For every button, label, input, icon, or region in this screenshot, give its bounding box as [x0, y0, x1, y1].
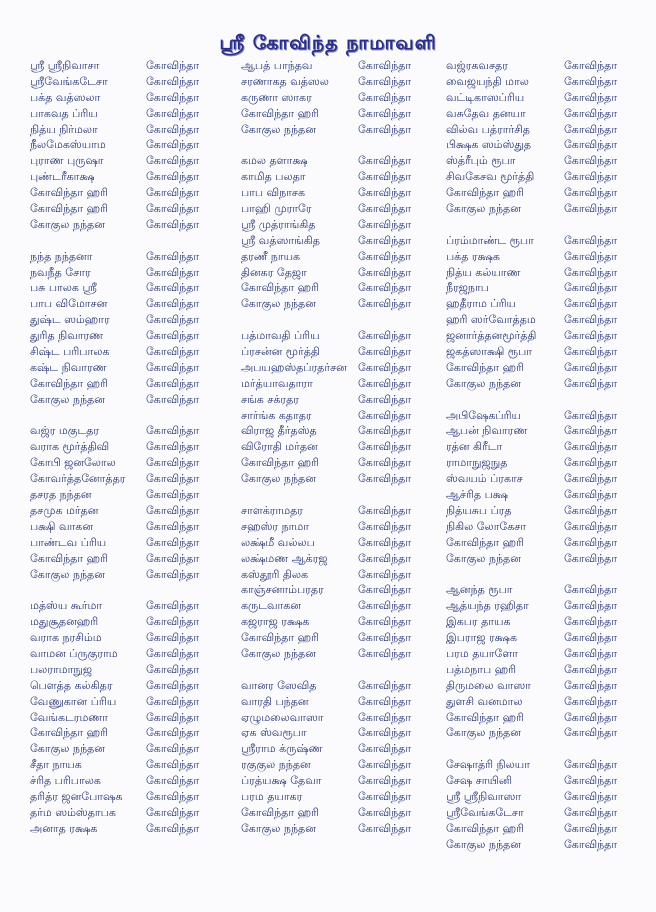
- divine-name: பாண்டவ ப்ரிய: [30, 535, 107, 549]
- divine-name: கோகுல நந்தன: [241, 122, 316, 136]
- chant-govinda: கோவிந்தா: [564, 472, 618, 486]
- divine-name: ஆபத் பாந்தவ: [241, 59, 313, 72]
- chant-govinda: கோவிந்தா: [564, 345, 618, 359]
- chant-govinda: கோவிந்தா: [146, 599, 200, 613]
- chant-govinda: கோவிந்தா: [146, 519, 200, 533]
- chant-govinda: கோவிந்தா: [358, 59, 412, 72]
- divine-name: ஸ்ரீ ஸ்ரீநிவாசா: [30, 59, 100, 72]
- divine-name: துளசி வனமால: [446, 694, 523, 708]
- divine-name: ஸ்ரீ வத்ஸாங்கித: [241, 233, 320, 247]
- divine-name: ரகுகுல நந்தன: [241, 758, 311, 772]
- divine-name: கோகுல நந்தன: [446, 837, 521, 851]
- chant-govinda: கோவிந்தா: [564, 360, 618, 374]
- divine-name: கோகுல நந்தன: [241, 297, 316, 311]
- chant-govinda: கோவிந்தா: [358, 297, 412, 311]
- divine-name: தர்ம ஸம்ஸ்தாபக: [30, 805, 116, 819]
- chant-govinda: கோவிந்தா: [146, 615, 200, 629]
- chant-govinda: கோவிந்தா: [564, 106, 618, 120]
- chant-govinda: கோவிந்தா: [146, 551, 200, 565]
- chant-govinda: கோவிந்தா: [358, 265, 412, 279]
- divine-name: பக்த வத்ஸலா: [30, 90, 101, 104]
- chant-govinda: கோவிந்தா: [564, 726, 618, 740]
- divine-name: கஜராஜ ரக்ஷக: [241, 615, 310, 629]
- chant-govinda: கோவிந்தா: [564, 186, 618, 200]
- chant-govinda: கோவிந்தா: [564, 202, 618, 216]
- divine-name: கோவிந்தா ஹரி: [241, 281, 319, 295]
- divine-name: பத்மாவதி ப்ரிய: [241, 329, 320, 343]
- chant-govinda: கோவிந்தா: [146, 789, 200, 803]
- chant-govinda: கோவிந்தா: [358, 154, 412, 168]
- chant-govinda: கோவிந்தா: [146, 805, 200, 819]
- chant-govinda: கோவிந்தா: [146, 122, 200, 136]
- chant-govinda: கோவிந்தா: [358, 74, 412, 88]
- chant-govinda: கோவிந்தா: [358, 821, 412, 835]
- chant-govinda: கோவிந்தா: [146, 726, 200, 740]
- divine-name: கோவிந்தா ஹரி: [446, 360, 524, 374]
- chant-govinda: கோவிந்தா: [146, 59, 200, 72]
- divine-name: ஸ்வயம் ப்ரகாச: [446, 472, 523, 486]
- divine-name: ஸ்ரீவேங்கடேசா: [30, 74, 108, 88]
- chant-govinda: கோவிந்தா: [358, 329, 412, 343]
- chant-govinda: கோவிந்தா: [564, 59, 618, 72]
- chant-govinda: கோவிந்தா: [358, 233, 412, 247]
- chant-govinda: கோவிந்தா: [564, 122, 618, 136]
- divine-name: கோகுல நந்தன: [446, 726, 521, 740]
- chant-govinda: கோவிந்தா: [564, 678, 618, 692]
- divine-name: ப்ரம்மாண்ட ரூபா: [446, 233, 534, 247]
- chant-govinda: கோவிந்தா: [564, 170, 618, 184]
- divine-name: வானர ஸேவித: [241, 678, 317, 692]
- divine-name: அபயஹஸ்தப்ரதர்சன: [241, 360, 347, 374]
- divine-name: நித்யசுப ப்ரத: [446, 503, 512, 517]
- divine-name: கோகுல நந்தன: [30, 742, 105, 756]
- divine-name: கஷ்ட நிவாரண: [30, 360, 107, 374]
- chant-govinda: கோவிந்தா: [564, 74, 618, 88]
- divine-name: வேணுகான ப்ரிய: [30, 694, 117, 708]
- chant-govinda: கோவிந்தா: [564, 821, 618, 835]
- divine-name: நந்த நந்தனா: [30, 249, 93, 263]
- chant-govinda: கோவிந்தா: [146, 440, 200, 454]
- chant-govinda: கோவிந்தா: [146, 774, 200, 788]
- chant-govinda: கோவிந்தா: [564, 551, 618, 565]
- chant-govinda: கோவிந்தா: [146, 503, 200, 517]
- divine-name: ரத்ன கிரீடா: [446, 440, 503, 454]
- chant-govinda: கோவிந்தா: [358, 360, 412, 374]
- chant-govinda: கோவிந்தா: [358, 599, 412, 613]
- divine-name: ஏக ஸ்வரூபா: [241, 726, 307, 740]
- divine-name: நிகில லோகேசா: [446, 519, 527, 533]
- divine-name: சங்க சக்ரதர: [241, 392, 299, 406]
- divine-name: ப்ரத்யக்ஷ தேவா: [241, 774, 322, 788]
- divine-name: கோவிந்தா ஹரி: [241, 456, 319, 470]
- divine-name: காஞ்சனாம்பரதர: [241, 583, 324, 597]
- divine-name: சீதா நாயக: [30, 758, 82, 772]
- chant-govinda: கோவிந்தா: [564, 233, 618, 247]
- chant-govinda: கோவிந்தா: [358, 726, 412, 740]
- divine-name: வராக நரசிம்ம: [30, 631, 102, 645]
- divine-name: இகபர தாயக: [446, 615, 511, 629]
- divine-name: கோவிந்தா ஹரி: [446, 186, 524, 200]
- chant-govinda: கோவிந்தா: [358, 535, 412, 549]
- divine-name: ஜகத்ஸாக்ஷி ரூபா: [446, 345, 533, 359]
- divine-name: பசு பாலக ஸ்ரீ: [30, 281, 97, 295]
- divine-name: வராக மூர்த்திவி: [30, 440, 110, 454]
- chant-govinda: கோவிந்தா: [146, 249, 200, 263]
- chant-govinda: கோவிந்தா: [146, 90, 200, 104]
- divine-name: பரம தயாகர: [241, 789, 303, 803]
- divine-name: ஸ்ரீ ஸ்ரீநிவாஸா: [446, 789, 522, 803]
- chant-govinda: கோவிந்தா: [564, 789, 618, 803]
- chant-govinda: கோவிந்தா: [564, 710, 618, 724]
- divine-name: ஹதீராம ப்ரிய: [446, 297, 516, 311]
- chant-govinda: கோவிந்தா: [146, 456, 200, 470]
- chant-govinda: கோவிந்தா: [358, 202, 412, 216]
- chant-govinda: கோவிந்தா: [358, 186, 412, 200]
- divine-name: ஸ்த்ரீபும் ரூபா: [446, 154, 516, 168]
- divine-name: கோவிந்தா ஹரி: [241, 106, 319, 120]
- divine-name: மத்ஸ்ய கூர்மா: [30, 599, 103, 613]
- divine-name: தரணீ நாயக: [241, 249, 301, 263]
- chant-govinda: கோவிந்தா: [358, 440, 412, 454]
- divine-name: ஏழுமலைவாஸா: [241, 710, 324, 724]
- divine-name: கோபி ஜனலோல: [30, 456, 116, 470]
- divine-name: சேஷ சாயினி: [446, 774, 512, 788]
- chant-govinda: கோவிந்தா: [564, 265, 618, 279]
- divine-name: கோவிந்தா ஹரி: [446, 535, 524, 549]
- chant-govinda: கோவிந்தா: [358, 678, 412, 692]
- divine-name: தினகர தேஜா: [241, 265, 307, 279]
- divine-name: பலராமாநுஜ: [30, 662, 93, 676]
- divine-name: வைஜயந்தி மால: [446, 74, 529, 88]
- chant-govinda: கோவிந்தா: [146, 646, 200, 660]
- divine-name: வசுதேவ தனயா: [446, 106, 526, 120]
- divine-name: சாளக்ராமதர: [241, 503, 303, 517]
- chant-govinda: கோவிந்தா: [358, 805, 412, 819]
- chant-govinda: கோவிந்தா: [564, 313, 618, 327]
- divine-name: லக்ஷ்மீ வல்லப: [241, 535, 315, 549]
- divine-name: தரித்ர ஜனபோஷக: [30, 789, 123, 803]
- chant-govinda: கோவிந்தா: [358, 122, 412, 136]
- chant-govinda: கோவிந்தா: [564, 440, 618, 454]
- divine-name: கோவிந்தா ஹரி: [30, 551, 108, 565]
- chant-govinda: கோவிந்தா: [358, 567, 412, 581]
- chant-govinda: கோவிந்தா: [564, 583, 618, 597]
- divine-name: கோகுல நந்தன: [446, 202, 521, 216]
- chant-govinda: கோவிந்தா: [146, 710, 200, 724]
- chant-govinda: கோவிந்தா: [564, 424, 618, 438]
- divine-name: வில்வ பத்ரார்சித: [446, 122, 530, 136]
- chant-govinda: கோவிந்தா: [564, 503, 618, 517]
- chant-govinda: கோவிந்தா: [564, 615, 618, 629]
- chant-govinda: கோவிந்தா: [564, 249, 618, 263]
- divine-name: கோகுல நந்தன: [241, 472, 316, 486]
- chant-govinda: கோவிந்தா: [358, 376, 412, 390]
- chant-govinda: கோவிந்தா: [358, 392, 412, 406]
- chant-govinda: கோவிந்தா: [564, 662, 618, 676]
- chant-govinda: கோவிந்தா: [564, 138, 618, 152]
- chant-govinda: கோவிந்தா: [564, 646, 618, 660]
- divine-name: கருணா ஸாகர: [241, 90, 312, 104]
- divine-name: மதுசூதனஹரி: [30, 615, 99, 629]
- divine-name: பாஹி முராரே: [241, 202, 312, 216]
- divine-name: வஜ்ரகவசதர: [446, 59, 508, 72]
- divine-name: கஸ்தூரி திலக: [241, 567, 309, 581]
- divine-name: கோவிந்தா ஹரி: [30, 376, 108, 390]
- chant-govinda: கோவிந்தா: [358, 519, 412, 533]
- chant-govinda: கோவிந்தா: [564, 774, 618, 788]
- chant-govinda: கோவிந்தா: [564, 329, 618, 343]
- chant-govinda: கோவிந்தா: [564, 376, 618, 390]
- divine-name: மர்த்யாவதாரா: [241, 376, 313, 390]
- divine-name: தசரத நந்தன: [30, 488, 92, 502]
- divine-name: புண்டரீகாக்ஷ: [30, 170, 95, 184]
- divine-name: பாப விநாசக: [241, 186, 306, 200]
- chant-govinda: கோவிந்தா: [358, 789, 412, 803]
- chant-govinda: கோவிந்தா: [358, 742, 412, 756]
- chant-govinda: கோவிந்தா: [146, 329, 200, 343]
- chant-govinda: கோவிந்தா: [146, 217, 200, 231]
- divine-name: அபிஷேகப்ரிய: [446, 408, 521, 422]
- divine-name: லக்ஷ்மண ஆக்ரஜ: [241, 551, 328, 565]
- chant-govinda: கோவிந்தா: [564, 488, 618, 502]
- chant-govinda: கோவிந்தா: [146, 360, 200, 374]
- chant-govinda: கோவிந்தா: [146, 424, 200, 438]
- chant-govinda: கோவிந்தா: [146, 662, 200, 676]
- chant-govinda: கோவிந்தா: [146, 376, 200, 390]
- chant-govinda: கோவிந்தா: [146, 170, 200, 184]
- chant-govinda: கோவிந்தா: [564, 519, 618, 533]
- divine-name: பாகவத ப்ரிய: [30, 106, 98, 120]
- divine-name: பாப விமோசன: [30, 297, 108, 311]
- divine-name: ஸ்ரீவேங்கடேசா: [446, 805, 524, 819]
- divine-name: பௌத்த கல்கிதர: [30, 678, 113, 692]
- divine-name: வாமன ப்ருகுராம: [30, 646, 118, 660]
- chant-govinda: கோவிந்தா: [146, 488, 200, 502]
- divine-name: அனாத ரக்ஷக: [30, 821, 98, 835]
- chant-govinda: கோவிந்தா: [564, 631, 618, 645]
- chant-govinda: கோவிந்தா: [146, 154, 200, 168]
- chant-govinda: கோவிந்தா: [358, 345, 412, 359]
- chant-govinda: கோவிந்தா: [564, 758, 618, 772]
- page-title: ஸ்ரீ கோவிந்த நாமாவளி: [219, 32, 437, 54]
- divine-name: கமல தளாக்ஷ: [241, 154, 308, 168]
- divine-name: கோவிந்தா ஹரி: [30, 186, 108, 200]
- chant-govinda: கோவிந்தா: [358, 456, 412, 470]
- chant-govinda: கோவிந்தா: [146, 345, 200, 359]
- divine-name: வட்டிகாஸப்ரிய: [446, 90, 525, 104]
- chant-govinda: கோவிந்தா: [146, 138, 200, 152]
- chant-govinda: கோவிந்தா: [358, 249, 412, 263]
- chant-govinda: கோவிந்தா: [146, 297, 200, 311]
- chant-govinda: கோவிந்தா: [358, 408, 412, 422]
- chant-govinda: கோவிந்தா: [146, 758, 200, 772]
- divine-name: கோவர்த்தனோத்தர: [30, 472, 126, 486]
- divine-name: ப்ரசன்ன மூர்த்தி: [241, 345, 320, 359]
- divine-name: ஆத்யந்த ரஹிதா: [446, 599, 529, 613]
- chant-govinda: கோவிந்தா: [358, 710, 412, 724]
- divine-name: துரித நிவாரண: [30, 329, 104, 343]
- chant-govinda: கோவிந்தா: [564, 154, 618, 168]
- divine-name: ஹரி ஸர்வோத்தம: [446, 313, 536, 327]
- chant-govinda: கோவிந்தா: [564, 456, 618, 470]
- chant-govinda: கோவிந்தா: [358, 503, 412, 517]
- divine-name: திருமலை வாஸா: [446, 678, 531, 692]
- chant-govinda: கோவிந்தா: [146, 742, 200, 756]
- chant-govinda: கோவிந்தா: [146, 106, 200, 120]
- divine-name: விராஜ தீர்தஸ்த: [241, 424, 317, 438]
- divine-name: நித்ய நிர்மலா: [30, 122, 98, 136]
- divine-name: நித்ய கல்யாண: [446, 265, 521, 279]
- divine-name: ஸ்ரீ முத்ராங்கித: [241, 217, 316, 231]
- chant-govinda: கோவிந்தா: [358, 694, 412, 708]
- divine-name: இபராஜ ரக்ஷக: [446, 631, 517, 645]
- divine-name: சஹஸ்ர நாமா: [241, 519, 309, 533]
- chant-govinda: கோவிந்தா: [358, 424, 412, 438]
- chant-govinda: கோவிந்தா: [146, 567, 200, 581]
- chant-govinda: கோவிந்தா: [146, 265, 200, 279]
- chant-govinda: கோவிந்தா: [146, 313, 200, 327]
- chant-govinda: கோவிந்தா: [146, 202, 200, 216]
- chant-govinda: கோவிந்தா: [564, 805, 618, 819]
- divine-name: வாரதி பந்தன: [241, 694, 309, 708]
- chant-govinda: கோவிந்தா: [358, 551, 412, 565]
- chant-govinda: கோவிந்தா: [564, 837, 618, 851]
- chant-govinda: கோவிந்தா: [358, 774, 412, 788]
- divine-name: சரணாகத வத்ஸல: [241, 74, 329, 88]
- chant-govinda: கோவிந்தா: [146, 186, 200, 200]
- divine-name: கோகுல நந்தன: [30, 392, 105, 406]
- chant-govinda: கோவிந்தா: [564, 599, 618, 613]
- chant-govinda: கோவிந்தா: [146, 821, 200, 835]
- divine-name: ஆச்ரித பக்ஷ: [446, 488, 509, 502]
- chant-govinda: கோவிந்தா: [358, 106, 412, 120]
- chant-govinda: கோவிந்தா: [358, 631, 412, 645]
- divine-name: கோவிந்தா ஹரி: [446, 710, 524, 724]
- divine-name: கோகுல நந்தன: [446, 376, 521, 390]
- divine-name: பக்த ரக்ஷக: [446, 249, 500, 263]
- chant-govinda: கோவிந்தா: [146, 631, 200, 645]
- divine-name: கோவிந்தா ஹரி: [241, 631, 319, 645]
- chant-govinda: கோவிந்தா: [358, 472, 412, 486]
- divine-name: பக்ஷி வாகன: [30, 519, 93, 533]
- divine-name: கோகுல நந்தன: [241, 646, 316, 660]
- chant-govinda: கோவிந்தா: [564, 408, 618, 422]
- chant-govinda: கோவிந்தா: [358, 758, 412, 772]
- divine-name: நீரஜநாப: [446, 281, 489, 295]
- chant-govinda: கோவிந்தா: [146, 472, 200, 486]
- divine-name: கருடவாகன: [241, 599, 301, 613]
- divine-name: தசமுக மர்தன: [30, 503, 99, 517]
- divine-name: கோகுல நந்தன: [446, 551, 521, 565]
- divine-name: ஜனார்த்தனமூர்த்தி: [446, 329, 537, 343]
- chant-govinda: கோவிந்தா: [146, 678, 200, 692]
- divine-name: கோகுல நந்தன: [30, 217, 105, 231]
- chant-govinda: கோவிந்தா: [564, 281, 618, 295]
- divine-name: புராண புருஷா: [30, 154, 104, 168]
- divine-name: துஷ்ட ஸம்ஹார: [30, 313, 110, 327]
- divine-name: சேஷாத்ரி நிலயா: [446, 758, 530, 772]
- chant-govinda: கோவிந்தா: [146, 535, 200, 549]
- divine-name: ஆபன் நிவாரண: [446, 424, 528, 438]
- divine-name: சிஷ்ட பரிபாலக: [30, 345, 110, 359]
- divine-name: கோவிந்தா ஹரி: [30, 726, 108, 740]
- divine-name: ஸ்ரீராம க்ருஷ்ண: [241, 742, 323, 756]
- chant-govinda: கோவிந்தா: [358, 170, 412, 184]
- divine-name: பிக்ஷக ஸம்ஸ்துத: [446, 138, 532, 152]
- divine-name: பரம தயாளோ: [446, 646, 519, 660]
- chant-govinda: கோவிந்தா: [358, 646, 412, 660]
- divine-name: விரோதி மர்தன: [241, 440, 318, 454]
- divine-name: சிவகேசவ மூர்த்தி: [446, 170, 535, 184]
- divine-name: காமித பலதா: [241, 170, 306, 184]
- divine-name: நீலமேகஸ்யாம: [30, 138, 106, 152]
- chant-govinda: கோவிந்தா: [146, 694, 200, 708]
- chant-govinda: கோவிந்தா: [564, 535, 618, 549]
- divine-name: கோகுல நந்தன: [241, 821, 316, 835]
- chant-govinda: கோவிந்தா: [564, 297, 618, 311]
- divine-name: கோவிந்தா ஹரி: [30, 202, 108, 216]
- chant-govinda: கோவிந்தா: [358, 583, 412, 597]
- divine-name: ஆனந்த ரூபா: [446, 583, 513, 597]
- chant-govinda: கோவிந்தா: [564, 694, 618, 708]
- divine-name: கோவிந்தா ஹரி: [446, 821, 524, 835]
- chant-govinda: கோவிந்தா: [358, 615, 412, 629]
- chant-govinda: கோவிந்தா: [146, 392, 200, 406]
- chant-govinda: கோவிந்தா: [358, 90, 412, 104]
- chant-govinda: கோவிந்தா: [358, 281, 412, 295]
- chant-govinda: கோவிந்தா: [358, 217, 412, 231]
- divine-name: சார்ங்க கதாதர: [241, 408, 312, 422]
- chant-govinda: கோவிந்தா: [146, 74, 200, 88]
- divine-name: ராமாநுஜநுத: [446, 456, 508, 470]
- divine-name: ச்ரித பரிபாலக: [30, 774, 101, 788]
- divine-name: கோவிந்தா ஹரி: [241, 805, 319, 819]
- divine-name: நவநீத சோர: [30, 265, 91, 279]
- divine-name: கோகுல நந்தன: [30, 567, 105, 581]
- divine-name: பத்மநாப ஹரி: [446, 662, 517, 676]
- chant-govinda: கோவிந்தா: [564, 90, 618, 104]
- divine-name: வஜ்ர மகுடதர: [30, 424, 100, 438]
- chant-govinda: கோவிந்தா: [146, 281, 200, 295]
- divine-name: வேங்கடரமணா: [30, 710, 109, 724]
